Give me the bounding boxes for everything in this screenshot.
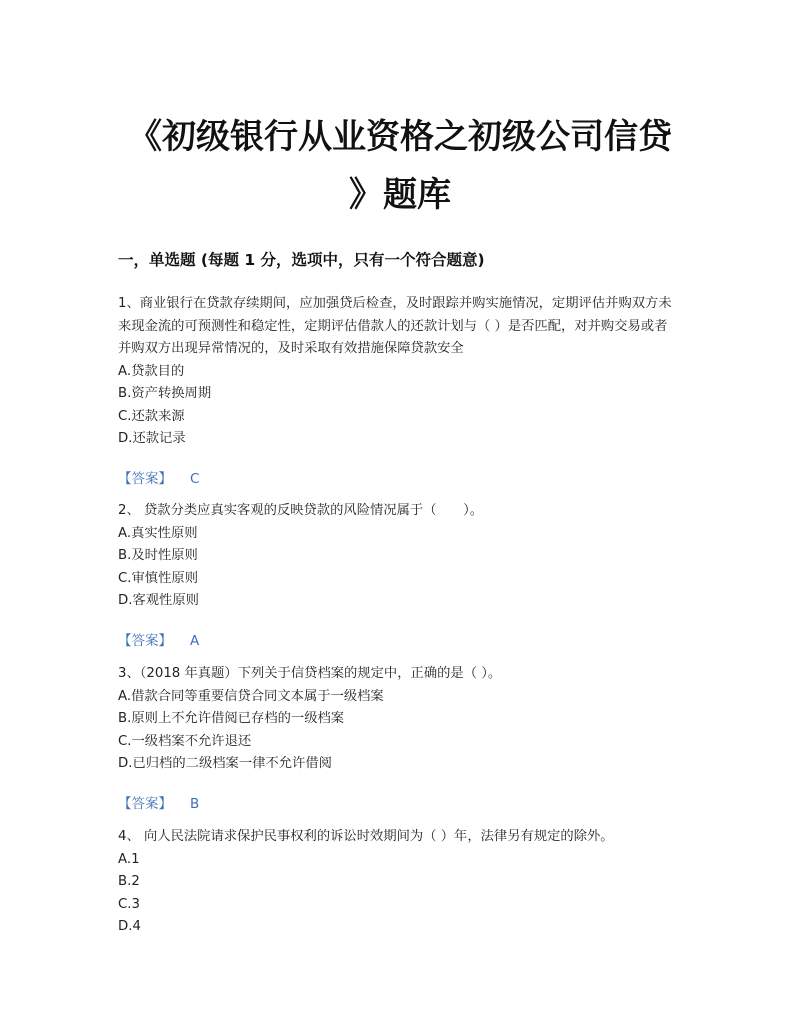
- option-b: B.2: [118, 874, 140, 889]
- answer-value: A: [190, 633, 200, 649]
- option-c: C.还款来源: [118, 408, 185, 424]
- title-line-2: 》题库: [349, 175, 451, 215]
- question-3: [118, 663, 680, 776]
- question-stem: 4、 向人民法院请求保护民事权利的诉讼时效期间为（ ）年，法律另有规定的除外。: [118, 829, 614, 844]
- answer-label: 【答案】: [118, 471, 172, 487]
- answer-3: [118, 792, 199, 812]
- option-c: C.3: [118, 896, 140, 912]
- question-stem: 2、 贷款分类应真实客观的反映贷款的风险情况属于（ ）。: [118, 503, 484, 518]
- option-a: A.真实性原则: [118, 525, 198, 541]
- question-4: [118, 826, 680, 939]
- option-c: C.审慎性原则: [118, 570, 198, 586]
- option-c: C.一级档案不允许退还: [118, 733, 252, 749]
- answer-1: [118, 467, 199, 487]
- option-d: D.4: [118, 919, 141, 934]
- section-heading: 一，单选题 (每题 1 分，选项中，只有一个符合题意): [118, 251, 485, 269]
- option-b: B.及时性原则: [118, 548, 198, 563]
- option-d: D.已归档的二级档案一律不允许借阅: [118, 756, 332, 771]
- option-d: D.还款记录: [118, 431, 186, 446]
- question-1: [118, 293, 680, 451]
- answer-label: 【答案】: [118, 796, 172, 812]
- option-b: B.资产转换周期: [118, 386, 212, 401]
- option-a: A.贷款目的: [118, 363, 185, 379]
- question-2: [118, 500, 680, 613]
- document-title: [110, 108, 690, 224]
- option-a: A.1: [118, 851, 140, 867]
- answer-2: [118, 629, 199, 649]
- answer-value: C: [190, 471, 200, 487]
- title-line-1: 《初级银行从业资格之初级公司信贷: [128, 117, 672, 157]
- option-d: D.客观性原则: [118, 593, 199, 608]
- option-b: B.原则上不允许借阅已存档的一级档案: [118, 711, 345, 726]
- option-a: A.借款合同等重要信贷合同文本属于一级档案: [118, 688, 384, 704]
- answer-label: 【答案】: [118, 633, 172, 649]
- question-stem: 1、商业银行在贷款存续期间，应加强贷后检查，及时跟踪并购实施情况，定期评估并购双方未来现金流的可预测性和稳定性，定期评估借款人的还款计划与（ ）是否匹配，对并购交易或者并购双方出现异常情况的，及时采取有效措施保障贷款安全: [118, 296, 672, 356]
- answer-value: B: [190, 796, 200, 812]
- question-stem: 3、（2018 年真题）下列关于信贷档案的规定中，正确的是（ ）。: [118, 666, 502, 681]
